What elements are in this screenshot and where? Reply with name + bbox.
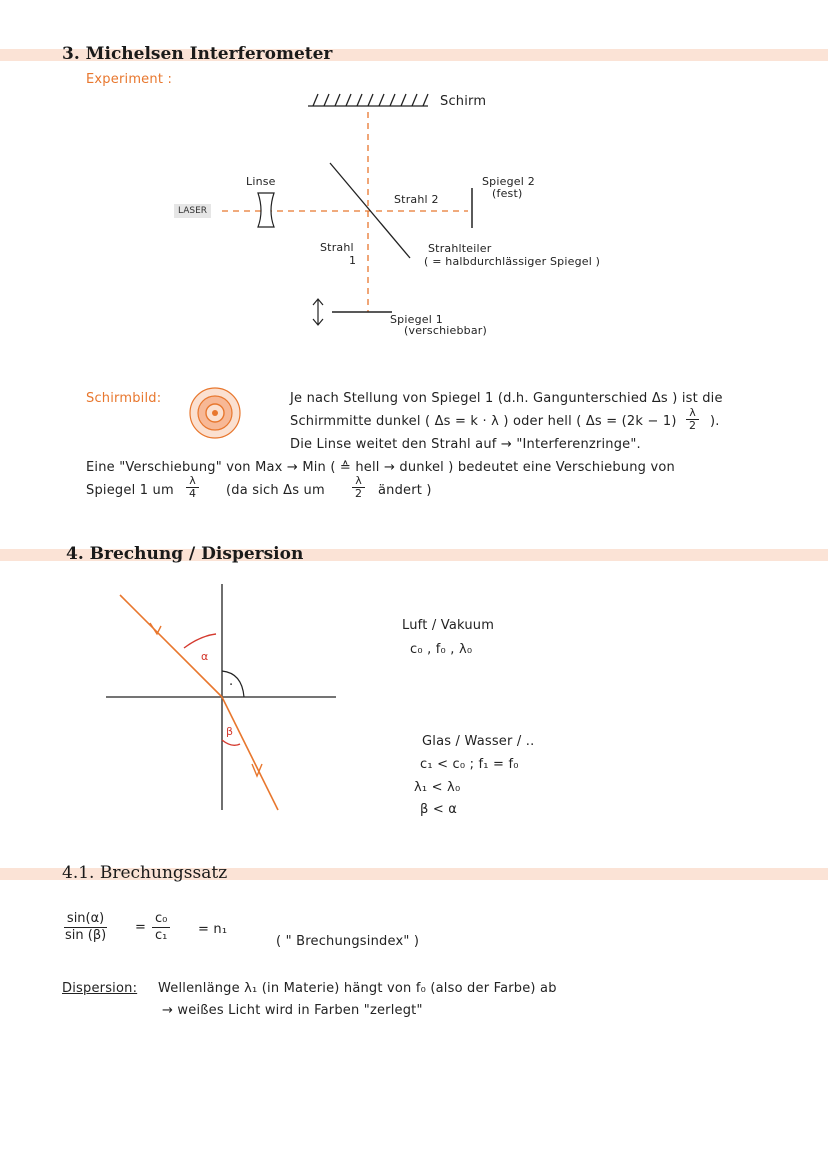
experiment-label: Experiment : xyxy=(86,72,173,87)
refractive-index-note: ( " Brechungsindex" ) xyxy=(276,934,420,949)
refractive-index-eq: = n₁ xyxy=(198,922,228,937)
dispersion-line-2: → weißes Licht wird in Farben "zerlegt" xyxy=(162,1003,423,1018)
speed-ratio-fraction xyxy=(152,911,170,944)
relation-angles: β < α xyxy=(420,802,458,817)
dispersion-label: Dispersion: xyxy=(62,981,138,996)
fraction-numerator: λ xyxy=(186,475,199,488)
lens-label: Linse xyxy=(246,175,276,188)
fraction-numerator: λ xyxy=(686,407,699,420)
screen-label: Schirm xyxy=(440,94,487,109)
text-line-5b: (da sich Δs um xyxy=(226,483,325,498)
text-line-4: Eine "Verschiebung" von Max → Min ( ≙ hell → dunkel ) bedeutet eine Verschiebung von xyxy=(86,460,675,475)
mirror1-note: (verschiebbar) xyxy=(404,324,487,337)
beam1-label: Strahl xyxy=(320,241,354,254)
fraction-numerator: c₀ xyxy=(152,911,170,928)
section3-title: 3. Michelsen Interferometer xyxy=(62,44,333,64)
beta-angle-arc xyxy=(222,740,240,745)
fraction-denominator: 4 xyxy=(189,487,196,500)
alpha-angle-arc xyxy=(184,634,216,648)
fraction-numerator: λ xyxy=(352,475,365,488)
text-line-5c: ändert ) xyxy=(378,483,432,498)
beam2-label: Strahl 2 xyxy=(394,193,439,206)
incident-arrow-icon xyxy=(150,623,161,634)
splitter-label: Strahlteiler xyxy=(428,242,492,255)
air-variables: c₀ , f₀ , λ₀ xyxy=(410,642,473,657)
alpha-symbol: α xyxy=(201,650,209,663)
dispersion-line-1: Wellenlänge λ₁ (in Materie) hängt von f₀ (also der Farbe) ab xyxy=(158,981,557,996)
text-line-2a: Schirmmitte dunkel ( Δs = k · λ ) oder hell ( Δs = (2k − 1) xyxy=(290,414,677,429)
relation-c-f: c₁ < c₀ ; f₁ = f₀ xyxy=(420,757,519,772)
laser-label: LASER xyxy=(174,204,211,218)
fraction-denominator: 2 xyxy=(689,419,696,432)
mirror1-label: Spiegel 1 xyxy=(390,313,443,326)
fraction-denominator: c₁ xyxy=(155,928,168,943)
right-angle-dot: · xyxy=(229,678,234,693)
mirror2-label: Spiegel 2 xyxy=(482,175,535,188)
text-line-1: Je nach Stellung von Spiegel 1 (d.h. Gangunterschied Δs ) ist die xyxy=(290,391,723,406)
section4-title: 4. Brechung / Dispersion xyxy=(66,544,304,564)
fraction-numerator: sin(α) xyxy=(64,911,107,928)
incident-ray xyxy=(120,595,222,697)
refracted-ray xyxy=(222,697,278,810)
sine-ratio-fraction xyxy=(62,911,109,944)
air-label: Luft / Vakuum xyxy=(402,618,495,633)
splitter-note: ( = halbdurchlässiger Spiegel ) xyxy=(424,255,601,268)
text-line-3: Die Linse weitet den Strahl auf → "Interferenzringe". xyxy=(290,437,641,452)
fraction-denominator: 2 xyxy=(355,487,362,500)
mirror2-note: (fest) xyxy=(492,187,523,200)
screen-image-label: Schirmbild: xyxy=(86,391,162,406)
section41-title: 4.1. Brechungssatz xyxy=(62,863,228,883)
equals-sign-1: = xyxy=(135,920,147,935)
relation-lambda: λ₁ < λ₀ xyxy=(414,780,461,795)
text-line-2b: ). xyxy=(710,414,720,429)
fraction-denominator: sin (β) xyxy=(65,928,107,943)
text-line-5a: Spiegel 1 um xyxy=(86,483,174,498)
glass-label: Glas / Wasser / .. xyxy=(422,734,535,749)
beta-symbol: β xyxy=(226,725,234,738)
beam1-number: 1 xyxy=(349,254,357,267)
